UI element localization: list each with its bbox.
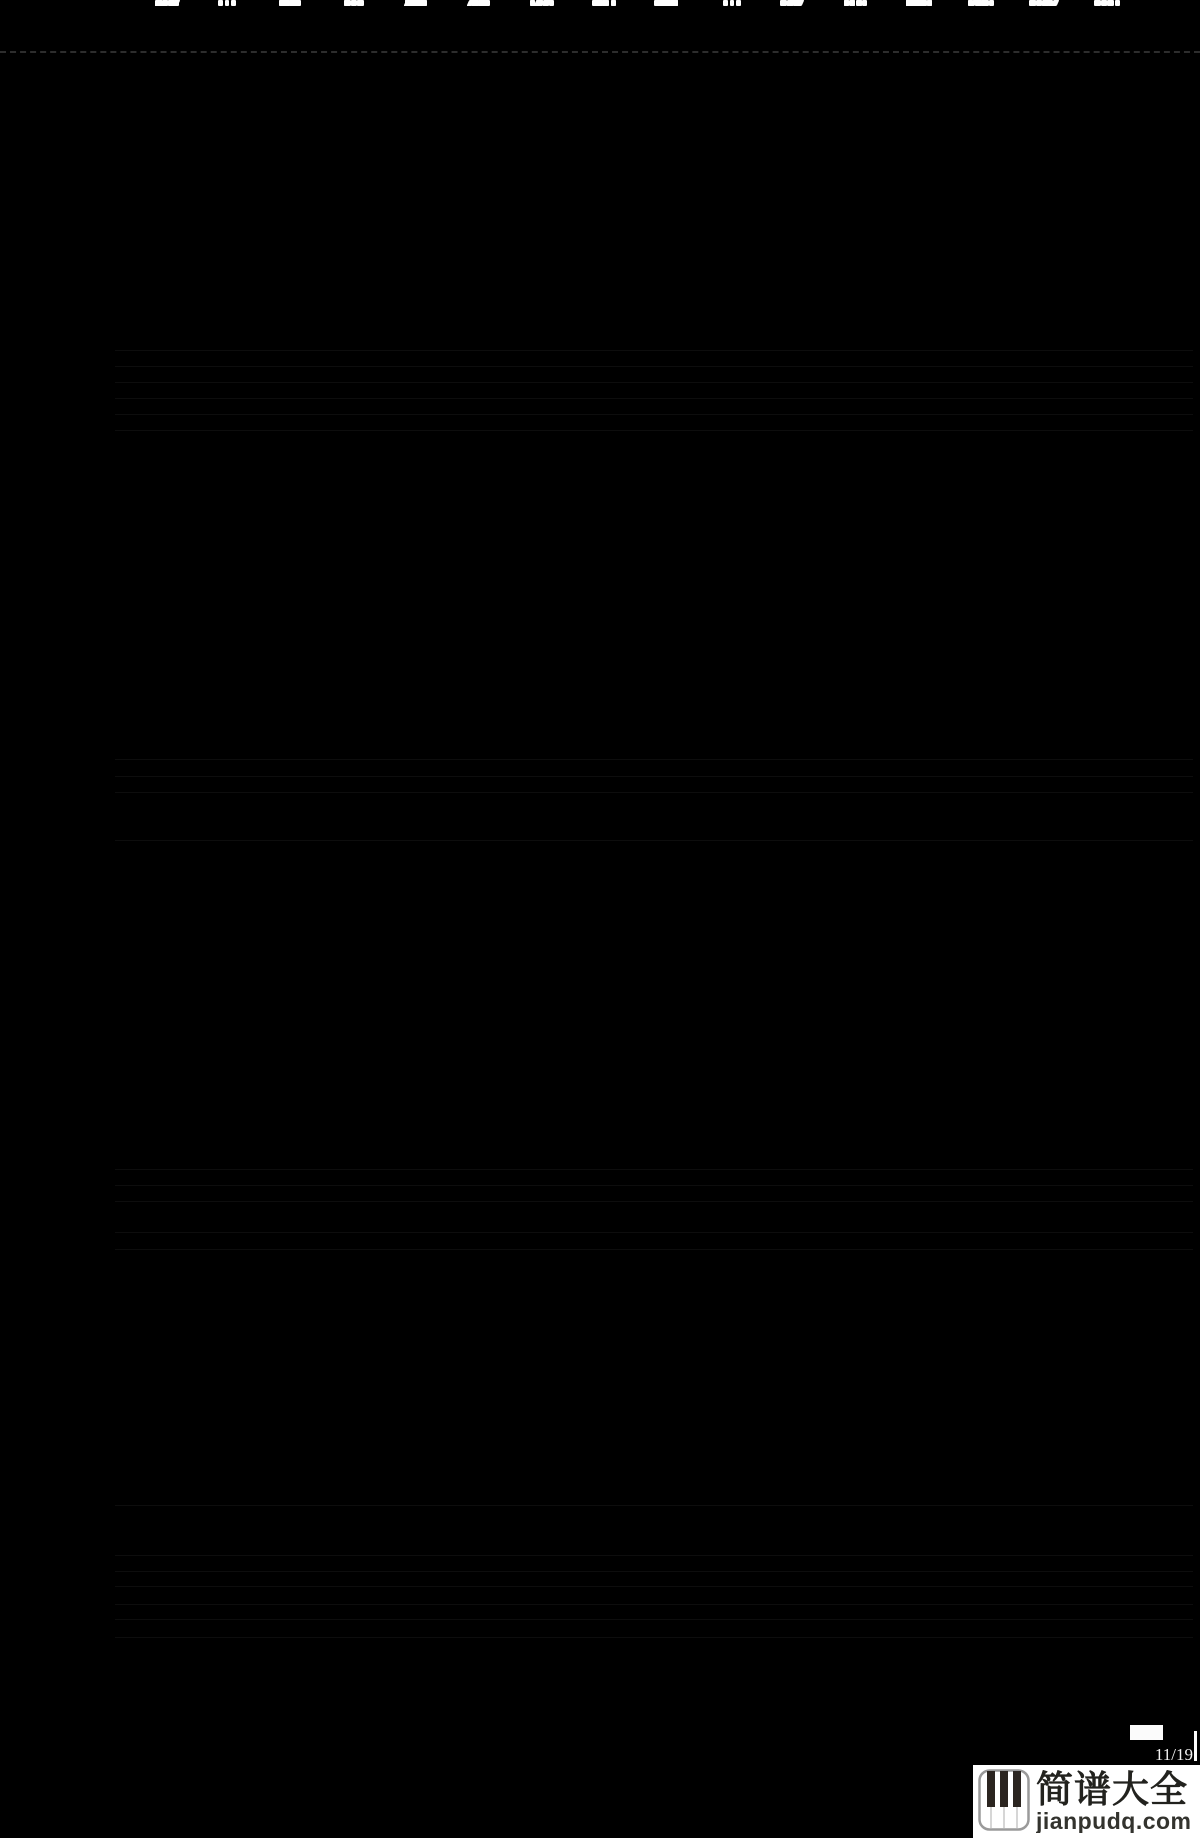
score-mark: [849, 0, 869, 6]
score-mark: [471, 0, 491, 6]
staff-line: [115, 1505, 1193, 1506]
staff-line: [115, 1619, 1193, 1620]
staff-line: [115, 1555, 1193, 1556]
score-mark: [660, 0, 680, 6]
score-mark: [723, 0, 743, 6]
score-fragment: [1130, 1725, 1163, 1740]
staff-line: [115, 382, 1193, 383]
score-mark: [1102, 0, 1122, 6]
staff-line: [115, 1637, 1193, 1638]
score-mark: [598, 0, 618, 6]
staff-line: [115, 1201, 1193, 1202]
score-mark: [976, 0, 996, 6]
score-mark: [408, 0, 425, 6]
page-number: 11/19: [1154, 1745, 1193, 1764]
staff-line: [115, 840, 1193, 841]
top-separator-line: [0, 51, 1200, 53]
score-mark: [788, 0, 805, 6]
score-mark: [914, 0, 934, 6]
staff-line: [115, 1249, 1193, 1250]
staff-line: [115, 1169, 1193, 1170]
piano-keys-icon: [978, 1769, 1030, 1836]
watermark-panel: [973, 1765, 1200, 1838]
staff-line: [115, 1586, 1193, 1587]
staff-line: [115, 366, 1193, 367]
staff-line: [115, 1604, 1193, 1605]
score-mark: [218, 0, 238, 6]
staff-line: [115, 414, 1193, 415]
staff-line: [115, 1185, 1193, 1186]
score-mark: [345, 0, 365, 6]
staff-line: [115, 350, 1193, 351]
score-mark: [157, 0, 177, 6]
score-mark: [282, 0, 302, 6]
score-mark: [1043, 0, 1060, 6]
staff-line: [115, 759, 1193, 760]
staff-line: [115, 1232, 1193, 1233]
watermark-site-url: jianpudq.com: [1036, 1808, 1192, 1833]
watermark-site-name: 简谱大全: [1036, 1770, 1188, 1810]
staff-line: [115, 776, 1193, 777]
score-mark: [535, 0, 552, 6]
staff-line: [115, 792, 1193, 793]
score-fragment: [1194, 1731, 1197, 1761]
watermark-text: [1036, 1770, 1192, 1833]
staff-line: [115, 1571, 1193, 1572]
staff-line: [115, 430, 1193, 431]
staff-line: [115, 398, 1193, 399]
